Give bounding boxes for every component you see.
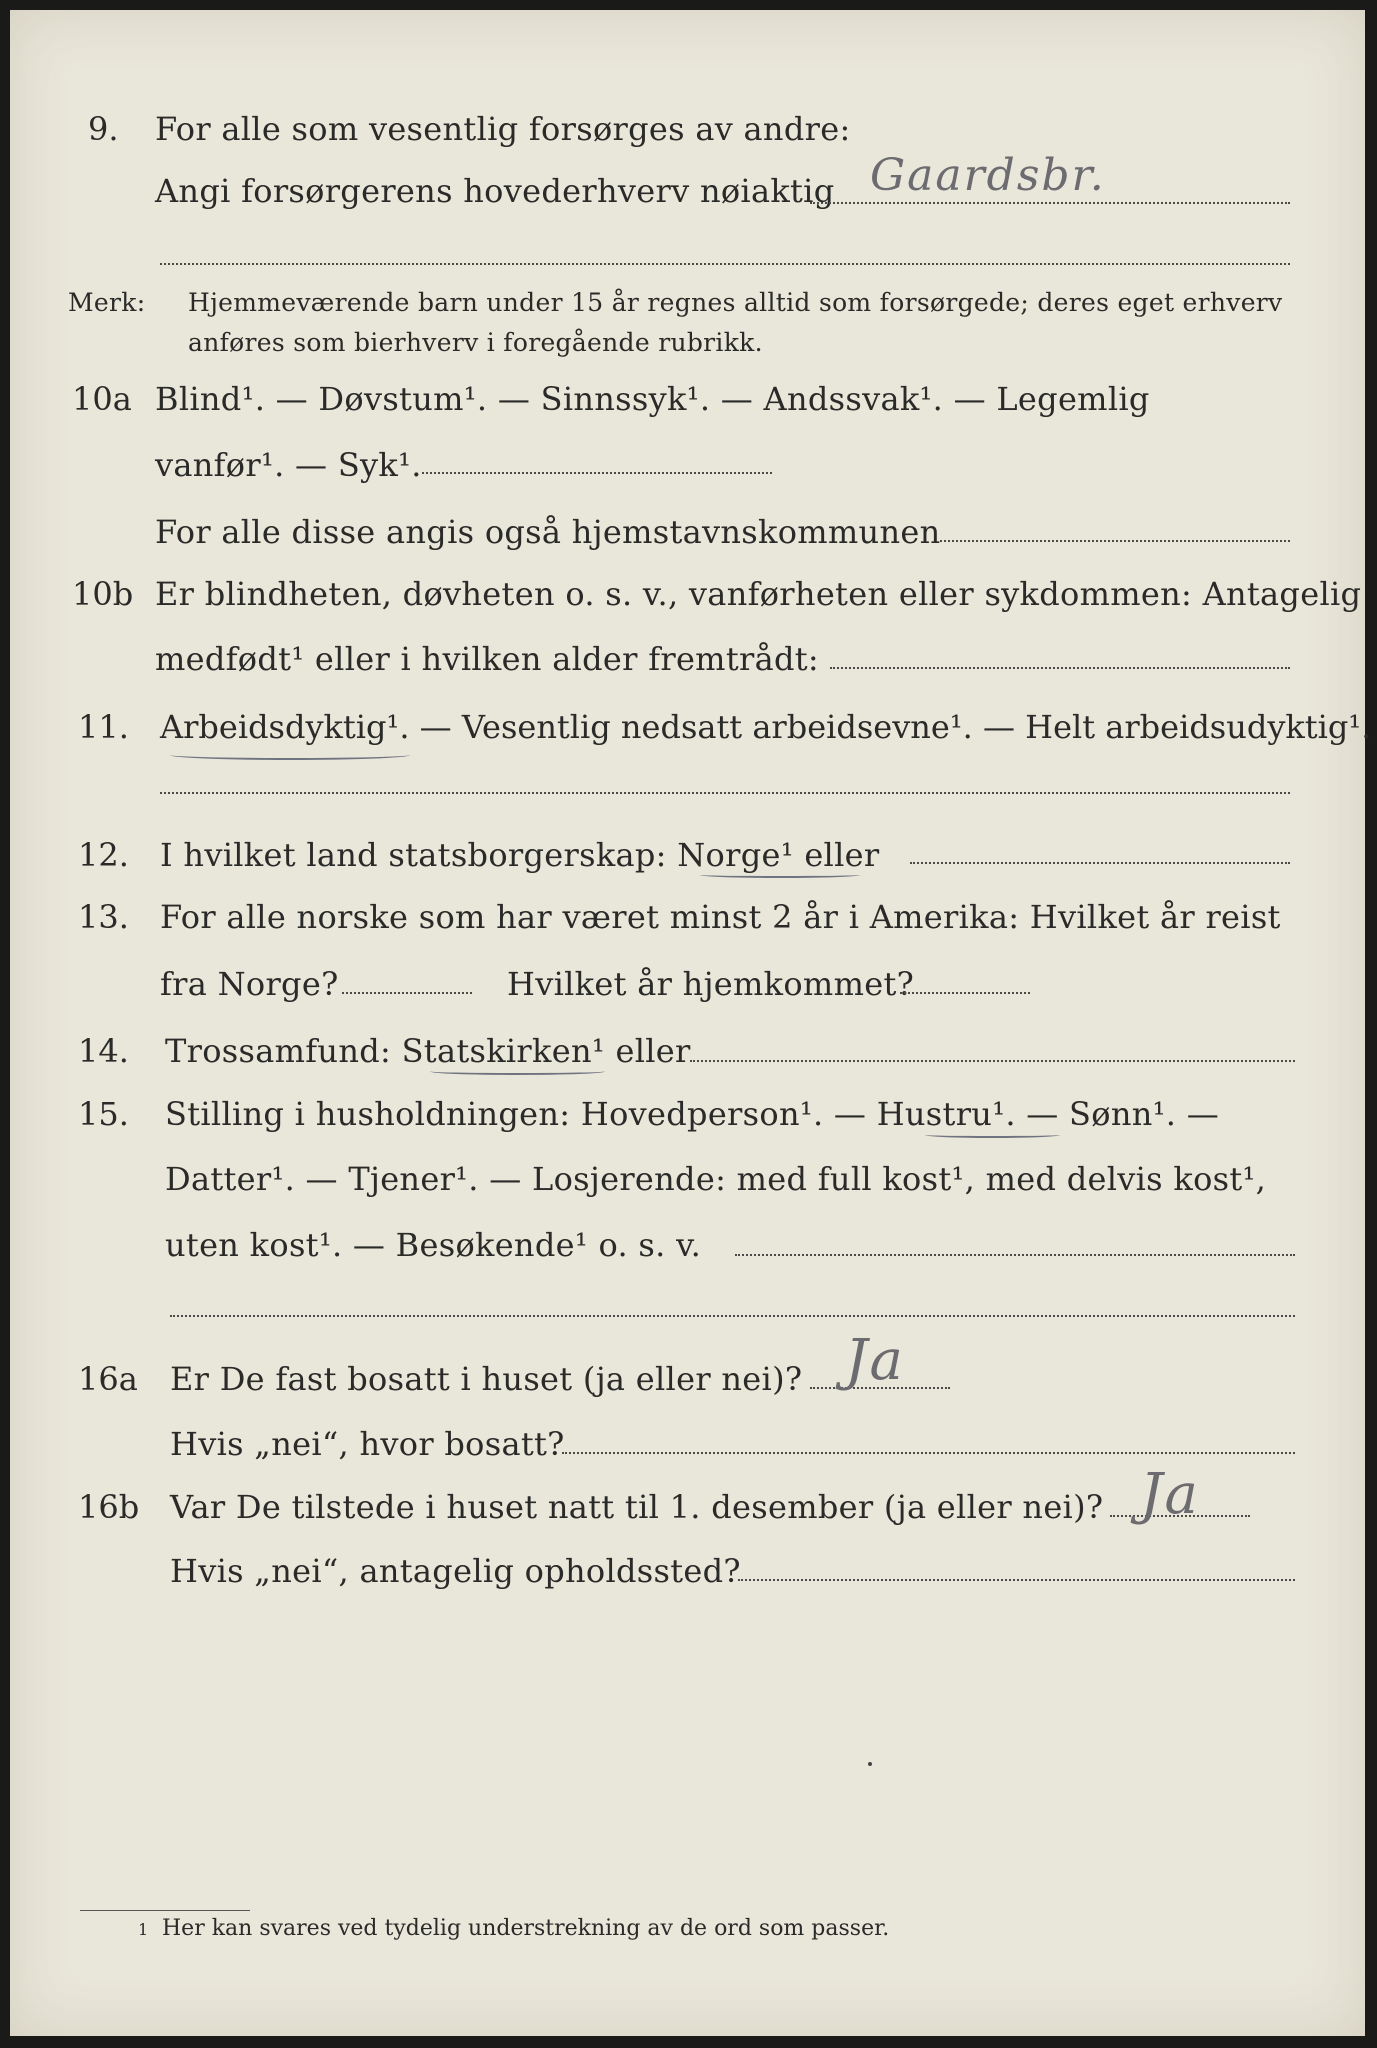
q13-line2b: Hvilket år hjemkommet? bbox=[507, 965, 915, 1003]
q10b-line2: medfødt¹ eller i hvilken alder fremtrådt: bbox=[155, 640, 819, 678]
q9-handwritten-answer: Gaardsbr. bbox=[870, 150, 1106, 201]
q14-line1: Trossamfund: Statskirken¹ eller bbox=[165, 1032, 691, 1070]
q16a-handwritten-answer: Ja bbox=[845, 1328, 905, 1393]
footnote-mark: 1 bbox=[138, 1920, 149, 1939]
q11-line1: Arbeidsdyktig¹. — Vesentlig nedsatt arbeidsevne¹. — Helt arbeidsudyktig¹. bbox=[160, 708, 1372, 746]
q14-answer-line bbox=[690, 1060, 1295, 1062]
q10b-line1: Er blindheten, døvheten o. s. v., vanførheten eller sykdommen: Antagelig bbox=[155, 575, 1362, 613]
q9-line2: Angi forsørgerens hovederhverv nøiaktig bbox=[155, 172, 835, 210]
footnote-rule bbox=[80, 1910, 250, 1911]
merk-line2: anføres som bierhverv i foregående rubrikk. bbox=[188, 328, 763, 357]
q16a-line2: Hvis „nei“, hvor bosatt? bbox=[170, 1425, 565, 1463]
q11-underline-mark bbox=[170, 750, 410, 760]
q15-line3: uten kost¹. — Besøkende¹ o. s. v. bbox=[165, 1226, 702, 1264]
merk-line1: Hjemmeværende barn under 15 år regnes alltid som forsørgede; deres eget erhverv bbox=[188, 288, 1283, 317]
q12-number: 12. bbox=[78, 836, 129, 874]
q9-line1: For alle som vesentlig forsørges av andre: bbox=[155, 110, 851, 148]
q16b-handwritten-answer: Ja bbox=[1140, 1462, 1200, 1527]
q10a-kommune-line bbox=[940, 540, 1290, 542]
q10b-answer-line bbox=[830, 667, 1290, 669]
q13-number: 13. bbox=[78, 898, 129, 936]
q9-extra-line bbox=[160, 263, 1290, 265]
q16a-number: 16a bbox=[78, 1360, 138, 1398]
q12-answer-line bbox=[910, 862, 1290, 864]
q12-underline-mark bbox=[700, 872, 860, 878]
census-form-page bbox=[10, 10, 1372, 2036]
q13-line1: For alle norske som har været minst 2 år i Amerika: Hvilket år reist bbox=[160, 898, 1281, 936]
q16b-opholdssted-line bbox=[738, 1579, 1295, 1581]
q15-line1: Stilling i husholdningen: Hovedperson¹. — Hustru¹. — Sønn¹. — bbox=[165, 1095, 1220, 1133]
q12-line1: I hvilket land statsborgerskap: Norge¹ eller bbox=[160, 836, 880, 874]
q16b-line2: Hvis „nei“, antagelig opholdssted? bbox=[170, 1552, 741, 1590]
q15-answer-line bbox=[735, 1254, 1295, 1256]
q11-extra-line bbox=[160, 792, 1290, 794]
q9-answer-line bbox=[810, 202, 1290, 204]
q10a-number: 10a bbox=[72, 380, 132, 418]
q16a-line1: Er De fast bosatt i huset (ja eller nei)? bbox=[170, 1360, 803, 1398]
footnote-text: Her kan svares ved tydelig understrekning av de ord som passer. bbox=[162, 1916, 890, 1941]
q13-line2a: fra Norge? bbox=[160, 965, 339, 1003]
q16b-line1: Var De tilstede i huset natt til 1. desember (ja eller nei)? bbox=[170, 1488, 1104, 1526]
merk-label: Merk: bbox=[68, 288, 146, 317]
q13-reist-line bbox=[342, 992, 472, 994]
q15-line2: Datter¹. — Tjener¹. — Losjerende: med full kost¹, med delvis kost¹, bbox=[165, 1160, 1267, 1198]
q16a-bosatt-line bbox=[562, 1452, 1295, 1454]
q15-underline-mark bbox=[925, 1132, 1060, 1138]
q14-number: 14. bbox=[78, 1032, 129, 1070]
q10a-syk-line bbox=[422, 472, 772, 474]
q13-hjemkommet-line bbox=[900, 992, 1030, 994]
q10a-line3: For alle disse angis også hjemstavnskommunen bbox=[155, 513, 941, 551]
q11-number: 11. bbox=[78, 708, 129, 746]
q9-number: 9. bbox=[88, 110, 119, 148]
q10a-line1: Blind¹. — Døvstum¹. — Sinnssyk¹. — Andssvak¹. — Legemlig bbox=[155, 380, 1150, 418]
q10b-number: 10b bbox=[72, 575, 134, 613]
ink-dot bbox=[868, 1762, 872, 1766]
q15-number: 15. bbox=[78, 1095, 129, 1133]
q10a-line2: vanfør¹. — Syk¹. bbox=[155, 446, 422, 484]
q14-underline-mark bbox=[430, 1068, 605, 1075]
q15-extra-line bbox=[170, 1315, 1295, 1317]
q16b-number: 16b bbox=[78, 1488, 140, 1526]
